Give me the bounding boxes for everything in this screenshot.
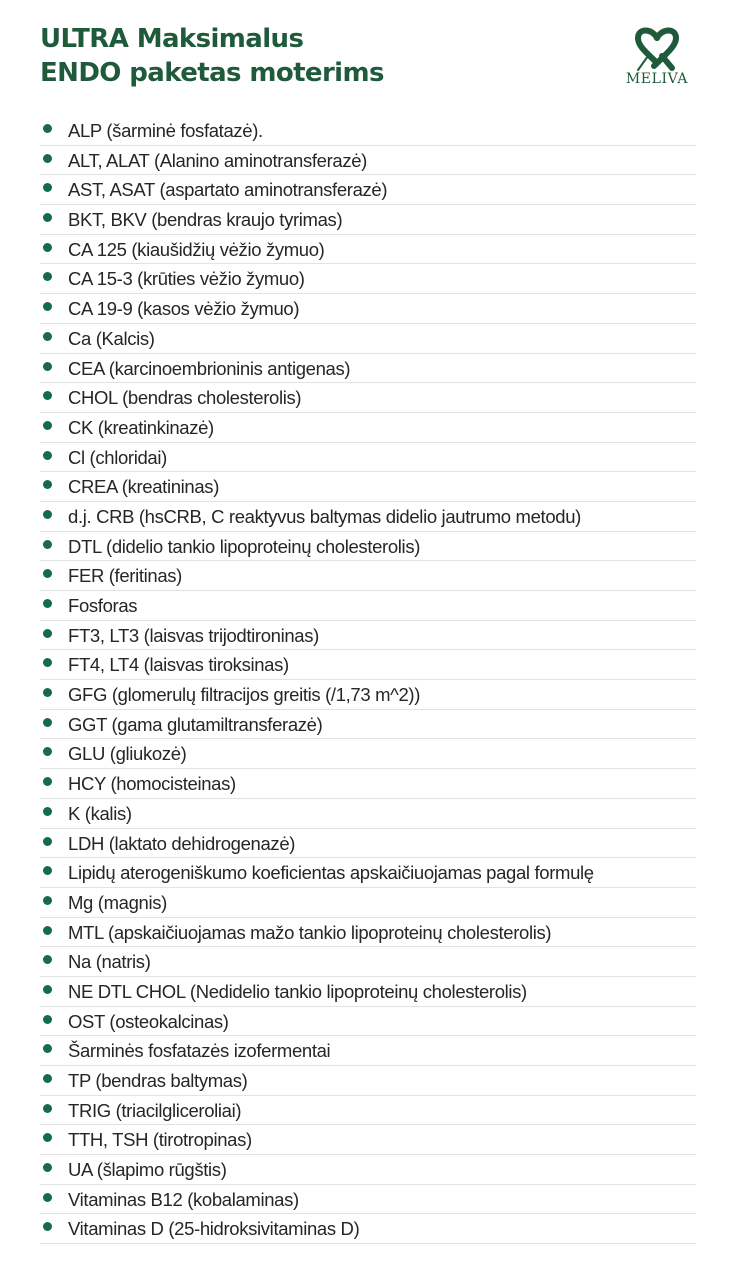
list-item [40,561,696,591]
list-item-label: GLU (gliukozė) [68,743,187,765]
bullet-icon [43,569,52,578]
list-item-label: d.j. CRB (hsCRB, C reaktyvus baltymas didelio jautrumo metodu) [68,505,581,527]
bullet-icon [43,599,52,608]
list-item [40,710,696,740]
list-item [40,354,696,384]
bullet-icon [43,480,52,489]
list-item-label: DTL (didelio tankio lipoproteinų cholesterolis) [68,535,421,557]
bullet-icon [43,1015,52,1024]
page-title [40,22,384,90]
list-item [40,947,696,977]
list-item [40,829,696,859]
bullet-icon [43,837,52,846]
list-item [40,858,696,888]
test-list [40,116,696,1244]
list-item-label: K (kalis) [68,802,132,824]
list-item [40,1066,696,1096]
bullet-icon [43,896,52,905]
bullet-icon [43,243,52,252]
list-item-label: Lipidų aterogeniškumo koeficientas apskaičiuojamas pagal formulę [68,862,594,884]
bullet-icon [43,183,52,192]
list-item-label: ALP (šarminė fosfatazė). [68,120,263,141]
list-item-label: FT3, LT3 (laisvas trijodtironinas) [68,624,319,646]
bullet-icon [43,510,52,519]
list-item-label: ALT, ALAT (Alanino aminotransferazė) [68,149,367,171]
list-item-label: FT4, LT4 (laisvas tiroksinas) [68,654,289,676]
list-item [40,680,696,710]
bullet-icon [43,154,52,163]
list-item [40,502,696,532]
list-item-label: MTL (apskaičiuojamas mažo tankio lipoproteinų cholesterolis) [68,921,552,943]
meliva-logo [618,26,696,92]
list-item-label: UA (šlapimo rūgštis) [68,1159,227,1181]
list-item-label: GFG (glomerulų filtracijos greitis (/1,73 m^2)) [68,684,421,706]
bullet-icon [43,747,52,756]
bullet-icon [43,421,52,430]
list-item-label: Mg (magnis) [68,891,167,913]
list-item-label: TP (bendras baltymas) [68,1070,248,1091]
bullet-icon [43,1133,52,1142]
list-item-label: CA 19-9 (kasos vėžio žymuo) [68,298,300,320]
list-item [40,324,696,354]
list-item [40,888,696,918]
bullet-icon [43,955,52,964]
list-item-label: CREA (kreatininas) [68,476,220,498]
bullet-icon [43,1163,52,1172]
bullet-icon [43,302,52,311]
list-item [40,1125,696,1155]
list-item-label: HCY (homocisteinas) [68,773,236,795]
list-item [40,1155,696,1185]
bullet-icon [43,658,52,667]
list-item-label: Šarminės fosfatazės izofermentai [68,1040,331,1062]
list-item [40,1036,696,1066]
list-item-label: CEA (karcinoembrioninis antigenas) [68,357,351,379]
bullet-icon [43,629,52,638]
list-item [40,443,696,473]
list-item-label: NE DTL CHOL (Nedidelio tankio lipoproteinų cholesterolis) [68,980,527,1002]
list-item [40,235,696,265]
list-item-label: LDH (laktato dehidrogenazė) [68,832,296,854]
list-item [40,918,696,948]
list-item [40,175,696,205]
list-item [40,146,696,176]
list-item-label: CA 15-3 (krūties vėžio žymuo) [68,268,305,290]
title-line-2: ENDO paketas moterims [40,58,384,88]
list-item-label: BKT, BKV (bendras kraujo tyrimas) [68,209,343,231]
list-item-label: CA 125 (kiaušidžių vėžio žymuo) [68,238,325,260]
list-item-label: Ca (Kalcis) [68,327,155,349]
title-line-1: ULTRA Maksimalus [40,24,304,54]
bullet-icon [43,272,52,281]
bullet-icon [43,213,52,222]
list-item [40,116,696,146]
list-item [40,621,696,651]
list-item-label: TTH, TSH (tirotropinas) [68,1129,252,1151]
list-item [40,1007,696,1037]
list-item [40,799,696,829]
heart-ribbon-logo-icon [632,26,682,72]
list-item [40,294,696,324]
list-item-label: Fosforas [68,595,138,616]
list-item-label: CHOL (bendras cholesterolis) [68,387,302,409]
list-item-label: OST (osteokalcinas) [68,1010,229,1032]
list-item [40,413,696,443]
bullet-icon [43,332,52,341]
bullet-icon [43,777,52,786]
list-item-label: GGT (gama glutamiltransferazė) [68,713,323,735]
bullet-icon [43,985,52,994]
list-item [40,383,696,413]
list-item [40,977,696,1007]
list-item [40,1214,696,1244]
bullet-icon [43,362,52,371]
list-item [40,739,696,769]
list-item-label: Na (natris) [68,951,151,973]
list-item [40,472,696,502]
list-item [40,769,696,799]
bullet-icon [43,688,52,697]
bullet-icon [43,1222,52,1231]
list-item-label: TRIG (triacilgliceroliai) [68,1099,242,1121]
bullet-icon [43,1074,52,1083]
list-item-label: Vitaminas B12 (kobalaminas) [68,1188,299,1210]
list-item [40,532,696,562]
list-item-label: Cl (chloridai) [68,446,167,468]
list-item [40,1185,696,1215]
list-item-label: FER (feritinas) [68,565,182,587]
list-item [40,205,696,235]
list-item-label: CK (kreatinkinazė) [68,416,214,438]
bullet-icon [43,540,52,549]
list-item [40,650,696,680]
bullet-icon [43,807,52,816]
list-item [40,1096,696,1126]
bullet-icon [43,391,52,400]
list-item-label: Vitaminas D (25-hidroksivitaminas D) [68,1218,360,1240]
bullet-icon [43,451,52,460]
logo-brand-text: MELIVA [625,71,689,87]
bullet-icon [43,718,52,727]
bullet-icon [43,926,52,935]
list-item [40,591,696,621]
bullet-icon [43,124,52,133]
bullet-icon [43,1104,52,1113]
bullet-icon [43,1044,52,1053]
bullet-icon [43,866,52,875]
list-item-label: AST, ASAT (aspartato aminotransferazė) [68,179,388,201]
list-item [40,264,696,294]
bullet-icon [43,1193,52,1202]
